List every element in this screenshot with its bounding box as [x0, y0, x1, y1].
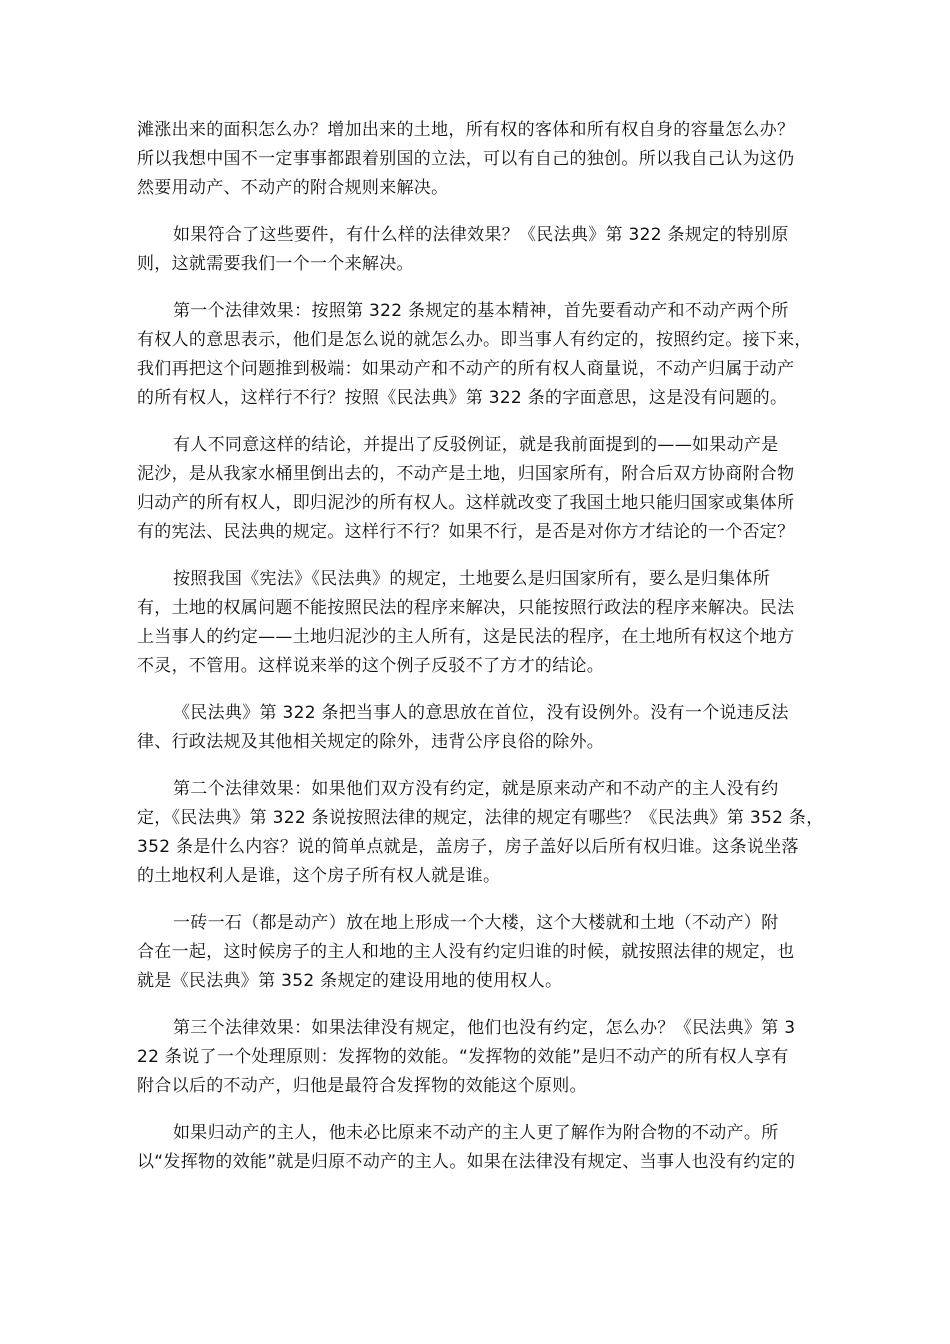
paragraph-line: 以“发挥物的效能”就是归原不动产的主人。如果在法律没有规定、当事人也没有约定的: [137, 1152, 796, 1172]
paragraph-line: 有权人的意思表示，他们是怎么说的就怎么办。即当事人有约定的，按照约定。接下来，: [137, 330, 812, 350]
paragraph: [137, 1014, 827, 1101]
paragraph: [137, 909, 827, 996]
paragraph-line: 不灵，不管用。这样说来举的这个例子反驳不了方才的结论。: [137, 656, 605, 676]
paragraph: [137, 699, 827, 757]
paragraph-line: 上当事人的约定——土地归泥沙的主人所有，这是民法的程序，在土地所有权这个地方: [137, 627, 795, 647]
paragraph-line: 有人不同意这样的结论，并提出了反驳例证，就是我前面提到的——如果动产是: [173, 435, 779, 455]
paragraph: [137, 775, 827, 891]
paragraph: [137, 297, 827, 413]
paragraph-line: 一砖一石（都是动产）放在地上形成一个大楼，这个大楼就和土地（不动产）附: [173, 913, 779, 933]
paragraph: [137, 431, 827, 547]
paragraph-line: 的土地权利人是谁，这个房子所有权人就是谁。: [137, 866, 501, 886]
paragraph-line: 归动产的所有权人，即归泥沙的所有权人。这样就改变了我国土地只能归国家或集体所: [137, 493, 795, 513]
paragraph-line: 滩涨出来的面积怎么办？增加出来的土地，所有权的客体和所有权自身的容量怎么办？: [137, 120, 795, 140]
paragraph-line: 附合以后的不动产，归他是最符合发挥物的效能这个原则。: [137, 1076, 587, 1096]
paragraph: [137, 221, 827, 279]
paragraph-line: 有，土地的权属问题不能按照民法的程序来解决，只能按照行政法的程序来解决。民法: [137, 598, 795, 618]
paragraph-line: 泥沙，是从我家水桶里倒出去的，不动产是土地，归国家所有，附合后双方协商附合物: [137, 464, 795, 484]
paragraph-line: 就是《民法典》第 352 条规定的建设用地的使用权人。: [137, 971, 563, 991]
paragraph-line: 合在一起，这时候房子的主人和地的主人没有约定归谁的时候，就按照法律的规定，也: [137, 942, 795, 962]
paragraph-line: 22 条说了一个处理原则：发挥物的效能。“发挥物的效能”是归不动产的所有权人享有: [137, 1047, 789, 1067]
paragraph: [137, 1119, 827, 1177]
paragraph-line: 《民法典》第 322 条把当事人的意思放在首位，没有设例外。没有一个说违反法: [173, 703, 789, 723]
paragraph-line: 第二个法律效果：如果他们双方没有约定，就是原来动产和不动产的主人没有约: [173, 779, 779, 799]
paragraph-line: 第三个法律效果：如果法律没有规定，他们也没有约定，怎么办？《民法典》第 3: [173, 1018, 796, 1038]
paragraph-line: 我们再把这个问题推到极端：如果动产和不动产的所有权人商量说，不动产归属于动产: [137, 359, 795, 379]
paragraph-line: 然要用动产、不动产的附合规则来解决。: [137, 178, 449, 198]
paragraph-line: 的所有权人，这样行不行？按照《民法典》第 322 条的字面意思，这是没有问题的。: [137, 388, 788, 408]
paragraph-line: 有的宪法、民法典的规定。这样行不行？如果不行，是否是对你方才结论的一个否定？: [137, 522, 795, 542]
paragraph-line: 按照我国《宪法》《民法典》的规定，土地要么是归国家所有，要么是归集体所: [173, 569, 770, 589]
paragraph-line: 律、行政法规及其他相关规定的除外，违背公序良俗的除外。: [137, 732, 605, 752]
paragraph-line: 如果归动产的主人，他未必比原来不动产的主人更了解作为附合物的不动产。所: [173, 1123, 779, 1143]
paragraph-line: 如果符合了这些要件，有什么样的法律效果？《民法典》第 322 条规定的特别原: [173, 225, 789, 245]
document-body: [137, 116, 827, 1195]
paragraph-line: 则，这就需要我们一个一个来解决。: [137, 254, 414, 274]
paragraph-line: 定，《民法典》第 322 条说按照法律的规定，法律的规定有哪些？《民法典》第 352 条，: [137, 808, 824, 828]
paragraph: [137, 565, 827, 681]
paragraph-line: 352 条是什么内容？说的简单点就是，盖房子，房子盖好以后所有权归谁。这条说坐落: [137, 837, 799, 857]
paragraph: [137, 116, 827, 203]
paragraph-line: 第一个法律效果：按照第 322 条规定的基本精神，首先要看动产和不动产两个所: [173, 301, 789, 321]
paragraph-line: 所以我想中国不一定事事都跟着别国的立法，可以有自己的独创。所以我自己认为这仍: [137, 149, 795, 169]
